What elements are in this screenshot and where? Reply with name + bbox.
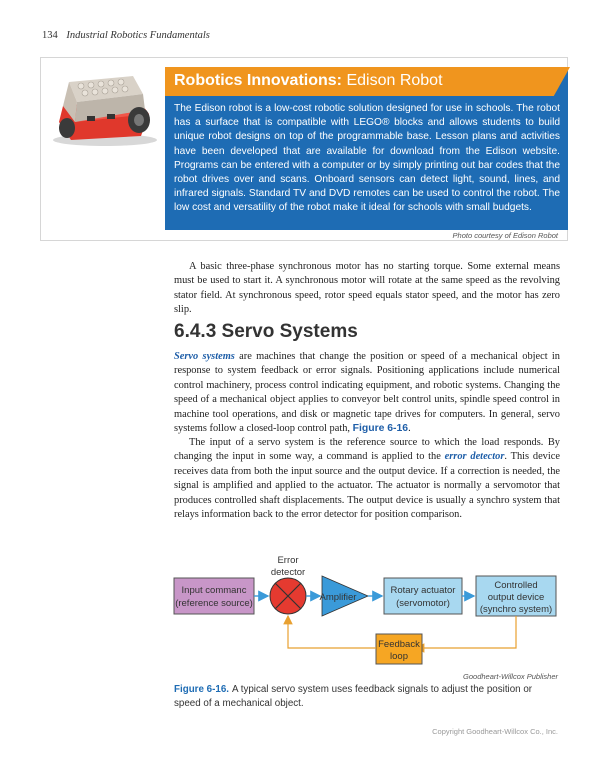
servo-paragraph-2-text: The input of a servo system is the reference source to which the load responds. By changing the input in some way, a command is applied to the (174, 437, 560, 463)
section-heading: 6.4.3 Servo Systems (174, 321, 358, 342)
servo-paragraph-1-end: . (408, 423, 411, 435)
servo-paragraph-1 (174, 350, 560, 436)
servo-system-diagram (170, 548, 570, 675)
feature-box-title-rest: Edison Robot (342, 72, 443, 89)
error-detector-label-2: detector (270, 567, 306, 578)
error-detector-label-1: Error (277, 555, 299, 566)
feedback-path-right (416, 616, 516, 648)
term-servo-systems: Servo systems (174, 351, 235, 362)
publisher-credit: Goodheart-Willcox Publisher (463, 672, 558, 681)
edison-robot-photo (41, 58, 165, 152)
figure-caption-label: Figure 6-16. (174, 684, 229, 695)
output-label-1: Controlled (494, 580, 538, 591)
feature-box-title-bold: Robotics Innovations: (174, 72, 342, 89)
figure-reference[interactable]: Figure 6-16 (352, 423, 409, 435)
book-title: Industrial Robotics Fundamentals (66, 30, 210, 41)
feedback-path-left (288, 616, 376, 648)
input-command-label-2: (reference source) (175, 598, 253, 609)
feedback-label-2: loop (390, 651, 408, 662)
servo-paragraph-1-text: are machines that change the position or speed of a mechanical object in response to system feedback or error signals. Positioning applications include numerical control machinery, process control indicating equipment, and robotic systems. Changing the speed of a mechanical object applies to conveyor belt control units, spindle speed control in machine tool operations, and disk or magnetic tape drives for computers. In general, servo systems follow a closed-loop control path, (174, 351, 560, 435)
servo-paragraph-2 (174, 436, 560, 522)
actuator-label-2: (servomotor) (396, 598, 450, 609)
feature-box-title (174, 71, 443, 91)
photo-credit: Photo courtesy of Edison Robot (452, 231, 558, 240)
output-label-2: output device (487, 592, 545, 603)
feedback-label-1: Feedback (378, 639, 420, 650)
output-label-3: (synchro system) (479, 604, 553, 615)
feature-box-text: The Edison robot is a low-cost robotic solution designed for use in schools. The robot has a surface that is compatible with LEGO® blocks and allows students to build unique robot designs on top of the programmable base. Lesson plans and activities have been developed that are available for download from the Edison website. Programs can be entered with a computer or by simply printing out bar codes that the robot drives over and scans. Onboard sensors can detect light, sound, lines, and infrared signals. Standard TV and DVD remotes can be used to control the robot. The low cost and versatility of the robot make it ideal for schools with small budgets. (174, 103, 560, 214)
amplifier-label: Amplifier (319, 592, 357, 603)
copyright-notice: Copyright Goodheart-Willcox Co., Inc. (432, 727, 558, 736)
figure-caption (174, 683, 560, 711)
servo-paragraph-2-end: . This device receives data from both the input source and the output device. If a correction is needed, the signal is amplified and applied to the actuator. The actuator is normally a servomotor that produces controlled shaft displacements. The output device is usually a synchro system that relays information back to the error detector for position comparison. (174, 451, 560, 521)
intro-paragraph: A basic three-phase synchronous motor has no starting torque. Some external means must be used to start it. A synchronous motor will rotate at the same speed as the revolving stator field. At synchronous speed, rotor speed equals stator speed, and the motor has zero slip. (174, 261, 560, 316)
figure-caption-text: A typical servo system uses feedback signals to adjust the position or speed of a mechanical object. (174, 684, 533, 709)
running-head (42, 30, 210, 41)
term-error-detector: error detector (444, 451, 505, 463)
actuator-label-1: Rotary actuator (390, 585, 456, 596)
page-number: 134 (42, 30, 58, 41)
input-command-label-1: Input commanc (181, 585, 247, 596)
